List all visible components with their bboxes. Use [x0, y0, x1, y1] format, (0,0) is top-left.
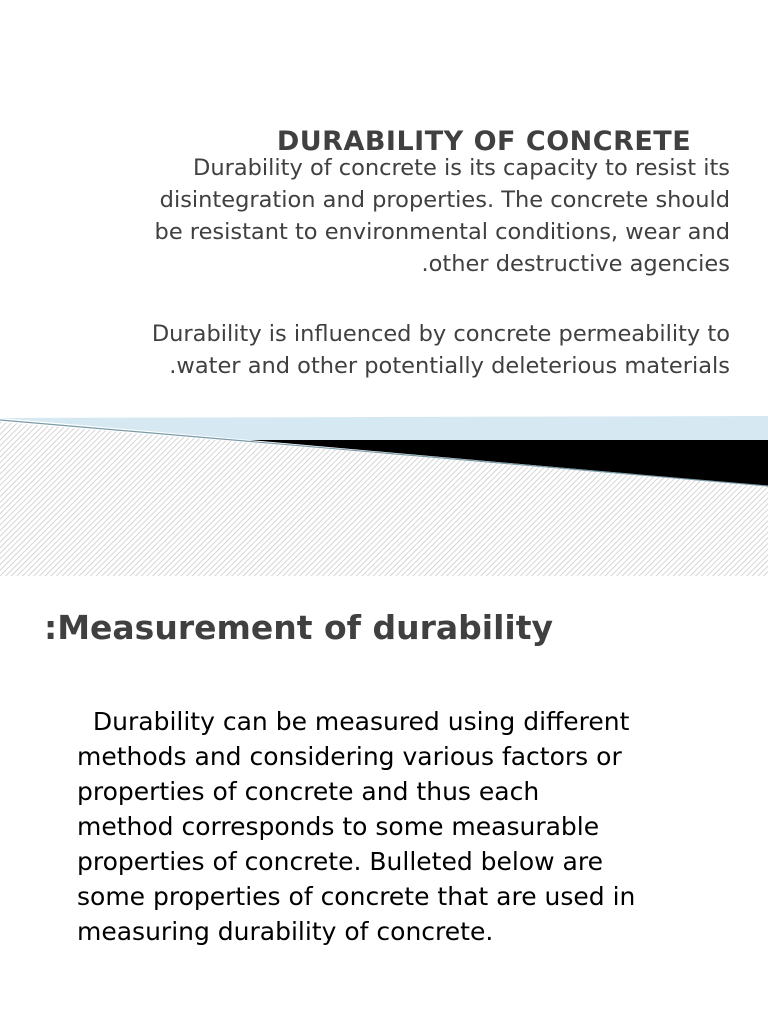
paragraph-line: Durability of concrete is its capacity to resist its — [193, 155, 730, 181]
slide-1-title: DURABILITY OF CONCRETE — [276, 126, 692, 157]
body-line: Durability can be measured using different — [77, 707, 630, 736]
slide-2 — [0, 576, 768, 1024]
paragraph-line: Durability is influenced by concrete permeability to — [151, 321, 730, 347]
slide-2-title: :Measurement of durability — [44, 608, 554, 647]
body-line: properties of concrete. Bulleted below are — [77, 847, 603, 876]
decorative-band — [0, 400, 768, 576]
slide-1-paragraph-2 — [40, 318, 730, 382]
paragraph-line: .water and other potentially deleterious materials — [169, 353, 730, 379]
body-line: properties of concrete and thus each — [77, 777, 540, 806]
body-line: some properties of concrete that are used in — [77, 882, 636, 911]
slide-1-paragraph-1 — [40, 152, 730, 280]
body-line: method corresponds to some measurable — [77, 812, 600, 841]
body-line: measuring durability of concrete. — [77, 917, 494, 946]
paragraph-line: be resistant to environmental conditions, wear and — [154, 219, 730, 245]
paragraph-line: .other destructive agencies — [421, 251, 730, 277]
slide-2-body — [77, 704, 757, 949]
paragraph-line: disintegration and properties. The concrete should — [159, 187, 730, 213]
body-line: methods and considering various factors or — [77, 742, 622, 771]
